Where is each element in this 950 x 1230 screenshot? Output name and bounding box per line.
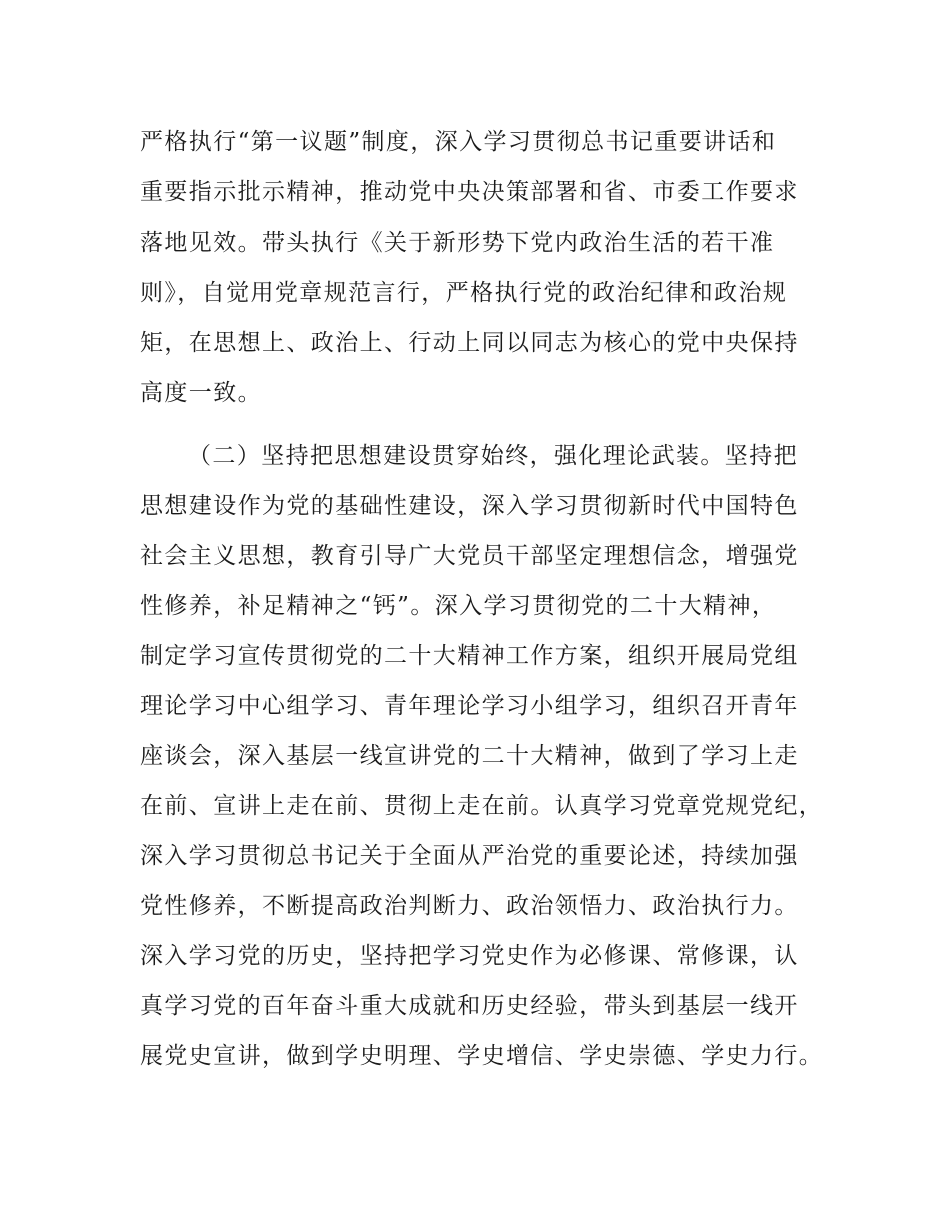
text-line: 座谈会，深入基层一线宣讲党的二十大精神，做到了学习上走	[140, 743, 799, 769]
text-line: 党性修养，不断提高政治判断力、政治领悟力、政治执行力。	[140, 893, 799, 919]
text-line: 思想建设作为党的基础性建设，深入学习贯彻新时代中国特色	[140, 493, 799, 519]
text-line: 性修养，补足精神之“钙”。深入学习贯彻党的二十大精神，	[140, 593, 777, 619]
text-line: 真学习党的百年奋斗重大成就和历史经验，带头到基层一线开	[140, 993, 799, 1019]
text-line: 严格执行“第一议题”制度，深入学习贯彻总书记重要讲话和	[140, 129, 777, 155]
text-line: 深入学习党的历史，坚持把学习党史作为必修课、常修课，认	[140, 943, 799, 969]
text-line: 深入学习贯彻总书记关于全面从严治党的重要论述，持续加强	[140, 843, 799, 869]
text-line: 重要指示批示精神，推动党中央决策部署和省、市委工作要求	[140, 179, 799, 205]
paragraph-heading-line: （二）坚持把思想建设贯穿始终，强化理论武装。坚持把	[188, 443, 798, 469]
text-line: 落地见效。带头执行《关于新形势下党内政治生活的若干准	[140, 230, 775, 256]
text-line: 在前、宣讲上走在前、贯彻上走在前。认真学习党章党规党纪，	[140, 793, 824, 819]
text-line: 制定学习宣传贯彻党的二十大精神工作方案，组织开展局党组	[140, 643, 799, 669]
text-line: 则》，自觉用党章规范言行，严格执行党的政治纪律和政治规	[140, 280, 788, 306]
text-line: 矩，在思想上、政治上、行动上同以同志为核心的党中央保持	[140, 330, 799, 356]
text-line: 理论学习中心组学习、青年理论学习小组学习，组织召开青年	[140, 693, 799, 719]
text-line: 高度一致。	[140, 380, 262, 406]
text-line: 社会主义思想，教育引导广大党员干部坚定理想信念，增强党	[140, 543, 799, 569]
text-line: 展党史宣讲，做到学史明理、学史增信、学史崇德、学史力行。	[140, 1043, 824, 1069]
